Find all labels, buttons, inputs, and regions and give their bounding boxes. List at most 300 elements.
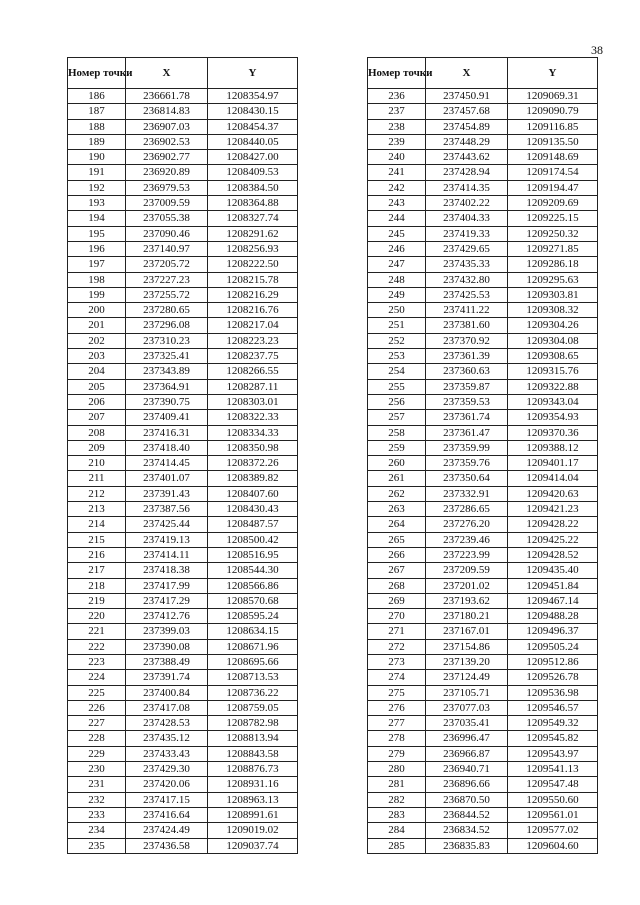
cell-x: 237418.40 [126, 440, 208, 455]
table-row [368, 241, 598, 256]
cell-y: 1209370.36 [508, 425, 598, 440]
cell-x: 237428.53 [126, 716, 208, 731]
cell-y: 1208430.15 [208, 104, 298, 119]
cell-x: 237416.64 [126, 807, 208, 822]
cell-y: 1208409.53 [208, 165, 298, 180]
cell-y: 1209401.17 [508, 456, 598, 471]
cell-point-number: 259 [368, 440, 426, 455]
cell-point-number: 196 [68, 241, 126, 256]
cell-y: 1209496.37 [508, 624, 598, 639]
cell-x: 237359.53 [426, 394, 508, 409]
cell-y: 1208216.76 [208, 303, 298, 318]
table-row [68, 716, 298, 731]
cell-point-number: 212 [68, 486, 126, 501]
cell-y: 1208671.96 [208, 639, 298, 654]
cell-x: 237296.08 [126, 318, 208, 333]
table-row [368, 89, 598, 104]
cell-y: 1209541.13 [508, 762, 598, 777]
cell-y: 1209488.28 [508, 609, 598, 624]
cell-y: 1209322.88 [508, 379, 598, 394]
cell-x: 237227.23 [126, 272, 208, 287]
cell-y: 1208427.00 [208, 150, 298, 165]
coordinates-table-right [367, 57, 598, 854]
cell-point-number: 198 [68, 272, 126, 287]
cell-x: 237416.31 [126, 425, 208, 440]
cell-x: 237450.91 [426, 89, 508, 104]
cell-x: 237105.71 [426, 685, 508, 700]
cell-x: 237180.21 [426, 609, 508, 624]
cell-x: 236835.83 [426, 838, 508, 853]
table-row [68, 746, 298, 761]
cell-y: 1208287.11 [208, 379, 298, 394]
cell-x: 236902.77 [126, 150, 208, 165]
table-row [368, 670, 598, 685]
cell-point-number: 238 [368, 119, 426, 134]
cell-y: 1209148.69 [508, 150, 598, 165]
cell-y: 1209037.74 [208, 838, 298, 853]
cell-x: 237411.22 [426, 303, 508, 318]
cell-point-number: 253 [368, 349, 426, 364]
cell-y: 1208736.22 [208, 685, 298, 700]
cell-x: 237419.33 [426, 226, 508, 241]
cell-x: 237418.38 [126, 563, 208, 578]
cell-y: 1208372.26 [208, 456, 298, 471]
table-row [68, 318, 298, 333]
cell-point-number: 220 [68, 609, 126, 624]
cell-x: 237435.12 [126, 731, 208, 746]
cell-y: 1209536.98 [508, 685, 598, 700]
cell-y: 1208407.60 [208, 486, 298, 501]
table-row [368, 731, 598, 746]
table-row [368, 303, 598, 318]
cell-x: 236834.52 [426, 823, 508, 838]
cell-point-number: 281 [368, 777, 426, 792]
table-row [68, 257, 298, 272]
cell-point-number: 197 [68, 257, 126, 272]
cell-point-number: 204 [68, 364, 126, 379]
table-row [68, 394, 298, 409]
table-row [368, 287, 598, 302]
cell-point-number: 245 [368, 226, 426, 241]
table-row [68, 532, 298, 547]
cell-x: 237402.22 [426, 196, 508, 211]
cell-x: 236661.78 [126, 89, 208, 104]
cell-point-number: 242 [368, 180, 426, 195]
table-row [68, 762, 298, 777]
cell-point-number: 237 [368, 104, 426, 119]
cell-point-number: 249 [368, 287, 426, 302]
table-row [68, 440, 298, 455]
cell-point-number: 217 [68, 563, 126, 578]
cell-y: 1208963.13 [208, 792, 298, 807]
table-row [68, 807, 298, 822]
cell-x: 237424.49 [126, 823, 208, 838]
table-row [68, 226, 298, 241]
cell-x: 237433.43 [126, 746, 208, 761]
table-row [368, 410, 598, 425]
table-row [368, 150, 598, 165]
cell-point-number: 270 [368, 609, 426, 624]
cell-point-number: 218 [68, 578, 126, 593]
cell-x: 237412.76 [126, 609, 208, 624]
cell-y: 1208843.58 [208, 746, 298, 761]
table-row [68, 486, 298, 501]
cell-x: 237399.03 [126, 624, 208, 639]
cell-x: 237414.11 [126, 547, 208, 562]
cell-x: 237417.08 [126, 700, 208, 715]
cell-y: 1208389.82 [208, 471, 298, 486]
table-row [68, 180, 298, 195]
cell-point-number: 274 [368, 670, 426, 685]
cell-y: 1209303.81 [508, 287, 598, 302]
table-row [68, 272, 298, 287]
cell-y: 1208876.73 [208, 762, 298, 777]
cell-point-number: 239 [368, 134, 426, 149]
cell-y: 1208430.43 [208, 502, 298, 517]
cell-point-number: 263 [368, 502, 426, 517]
column-header-x: X [126, 58, 208, 89]
cell-y: 1209174.54 [508, 165, 598, 180]
table-row [68, 471, 298, 486]
cell-point-number: 231 [68, 777, 126, 792]
cell-point-number: 214 [68, 517, 126, 532]
table-row [68, 119, 298, 134]
cell-x: 237435.33 [426, 257, 508, 272]
table-row [368, 226, 598, 241]
cell-y: 1208216.29 [208, 287, 298, 302]
table-row [368, 456, 598, 471]
table-row [368, 624, 598, 639]
cell-x: 237325.41 [126, 349, 208, 364]
cell-x: 237391.74 [126, 670, 208, 685]
table-row [368, 471, 598, 486]
cell-x: 237414.35 [426, 180, 508, 195]
table-row [68, 165, 298, 180]
table-row [68, 654, 298, 669]
cell-y: 1209428.52 [508, 547, 598, 562]
cell-y: 1208256.93 [208, 241, 298, 256]
cell-y: 1209194.47 [508, 180, 598, 195]
cell-point-number: 268 [368, 578, 426, 593]
table-row [68, 241, 298, 256]
cell-x: 237280.65 [126, 303, 208, 318]
cell-point-number: 189 [68, 134, 126, 149]
cell-point-number: 211 [68, 471, 126, 486]
cell-x: 237409.41 [126, 410, 208, 425]
cell-y: 1208782.98 [208, 716, 298, 731]
cell-point-number: 236 [368, 89, 426, 104]
table-row [368, 654, 598, 669]
cell-x: 237055.38 [126, 211, 208, 226]
cell-point-number: 213 [68, 502, 126, 517]
cell-y: 1209435.40 [508, 563, 598, 578]
cell-x: 236896.66 [426, 777, 508, 792]
cell-x: 236996.47 [426, 731, 508, 746]
cell-x: 237239.46 [426, 532, 508, 547]
cell-y: 1208595.24 [208, 609, 298, 624]
cell-x: 236920.89 [126, 165, 208, 180]
cell-point-number: 202 [68, 333, 126, 348]
cell-point-number: 191 [68, 165, 126, 180]
table-row [68, 639, 298, 654]
cell-x: 237425.53 [426, 287, 508, 302]
table-row [68, 104, 298, 119]
cell-x: 237205.72 [126, 257, 208, 272]
cell-x: 236966.87 [426, 746, 508, 761]
cell-y: 1209425.22 [508, 532, 598, 547]
table-row [368, 196, 598, 211]
cell-x: 237401.07 [126, 471, 208, 486]
table-row [368, 547, 598, 562]
table-row [68, 456, 298, 471]
cell-point-number: 225 [68, 685, 126, 700]
table-row [368, 777, 598, 792]
cell-x: 237360.63 [426, 364, 508, 379]
cell-point-number: 272 [368, 639, 426, 654]
cell-y: 1209308.65 [508, 349, 598, 364]
cell-y: 1209577.02 [508, 823, 598, 838]
cell-x: 237400.84 [126, 685, 208, 700]
cell-point-number: 266 [368, 547, 426, 562]
cell-x: 237035.41 [426, 716, 508, 731]
cell-x: 237255.72 [126, 287, 208, 302]
table-row [368, 104, 598, 119]
table-row [68, 777, 298, 792]
cell-point-number: 275 [368, 685, 426, 700]
cell-y: 1209250.32 [508, 226, 598, 241]
table-row [68, 823, 298, 838]
table-row [368, 746, 598, 761]
column-header-y: Y [508, 58, 598, 89]
table-row [68, 700, 298, 715]
cell-x: 237140.97 [126, 241, 208, 256]
cell-y: 1209550.60 [508, 792, 598, 807]
cell-y: 1208364.88 [208, 196, 298, 211]
table-row [368, 349, 598, 364]
cell-x: 237364.91 [126, 379, 208, 394]
cell-y: 1209505.24 [508, 639, 598, 654]
cell-x: 237370.92 [426, 333, 508, 348]
cell-x: 236979.53 [126, 180, 208, 195]
column-header-y: Y [208, 58, 298, 89]
cell-y: 1208454.37 [208, 119, 298, 134]
cell-point-number: 227 [68, 716, 126, 731]
cell-x: 237332.91 [426, 486, 508, 501]
cell-point-number: 203 [68, 349, 126, 364]
cell-x: 237361.74 [426, 410, 508, 425]
cell-x: 237361.39 [426, 349, 508, 364]
cell-x: 237404.33 [426, 211, 508, 226]
cell-x: 237432.80 [426, 272, 508, 287]
cell-y: 1209549.32 [508, 716, 598, 731]
cell-point-number: 278 [368, 731, 426, 746]
table-row [368, 425, 598, 440]
table-row [68, 150, 298, 165]
cell-y: 1209225.15 [508, 211, 598, 226]
cell-y: 1209543.97 [508, 746, 598, 761]
cell-point-number: 193 [68, 196, 126, 211]
table-row [68, 670, 298, 685]
table-row [368, 609, 598, 624]
cell-point-number: 232 [68, 792, 126, 807]
cell-x: 237425.44 [126, 517, 208, 532]
table-row [368, 272, 598, 287]
table-row [368, 180, 598, 195]
column-header-point-number: Номер точки [68, 58, 126, 89]
table-row [68, 333, 298, 348]
cell-y: 1209271.85 [508, 241, 598, 256]
cell-point-number: 199 [68, 287, 126, 302]
table-row [68, 502, 298, 517]
table-row [368, 364, 598, 379]
cell-x: 237350.64 [426, 471, 508, 486]
table-row [368, 134, 598, 149]
cell-y: 1209116.85 [508, 119, 598, 134]
cell-y: 1208931.16 [208, 777, 298, 792]
cell-point-number: 187 [68, 104, 126, 119]
cell-x: 237139.20 [426, 654, 508, 669]
cell-y: 1209069.31 [508, 89, 598, 104]
table-row [368, 823, 598, 838]
table-row [368, 716, 598, 731]
cell-y: 1208237.75 [208, 349, 298, 364]
cell-x: 237420.06 [126, 777, 208, 792]
cell-x: 237359.87 [426, 379, 508, 394]
cell-y: 1209561.01 [508, 807, 598, 822]
cell-x: 237359.99 [426, 440, 508, 455]
cell-x: 237454.89 [426, 119, 508, 134]
cell-y: 1208634.15 [208, 624, 298, 639]
table-row [368, 165, 598, 180]
cell-y: 1208354.97 [208, 89, 298, 104]
cell-point-number: 280 [368, 762, 426, 777]
cell-x: 237276.20 [426, 517, 508, 532]
cell-point-number: 279 [368, 746, 426, 761]
cell-point-number: 241 [368, 165, 426, 180]
cell-y: 1209343.04 [508, 394, 598, 409]
cell-x: 237448.29 [426, 134, 508, 149]
table-row [368, 211, 598, 226]
table-row [68, 410, 298, 425]
cell-y: 1209428.22 [508, 517, 598, 532]
table-row [68, 517, 298, 532]
cell-x: 237359.76 [426, 456, 508, 471]
cell-y: 1208695.66 [208, 654, 298, 669]
cell-y: 1208570.68 [208, 593, 298, 608]
cell-x: 237209.59 [426, 563, 508, 578]
table-row [68, 364, 298, 379]
cell-x: 237429.30 [126, 762, 208, 777]
cell-y: 1208334.33 [208, 425, 298, 440]
cell-y: 1209304.08 [508, 333, 598, 348]
table-row [368, 119, 598, 134]
cell-point-number: 285 [368, 838, 426, 853]
table-row [368, 486, 598, 501]
cell-point-number: 226 [68, 700, 126, 715]
table-row [368, 394, 598, 409]
table-row [68, 547, 298, 562]
table-row [368, 440, 598, 455]
table-row [68, 792, 298, 807]
cell-x: 237167.01 [426, 624, 508, 639]
table-row [68, 563, 298, 578]
cell-y: 1208384.50 [208, 180, 298, 195]
cell-point-number: 228 [68, 731, 126, 746]
cell-y: 1209388.12 [508, 440, 598, 455]
cell-point-number: 267 [368, 563, 426, 578]
cell-y: 1209451.84 [508, 578, 598, 593]
cell-y: 1209354.93 [508, 410, 598, 425]
table-row [368, 762, 598, 777]
cell-point-number: 209 [68, 440, 126, 455]
table-row [368, 593, 598, 608]
cell-x: 237154.86 [426, 639, 508, 654]
cell-x: 237429.65 [426, 241, 508, 256]
cell-point-number: 261 [368, 471, 426, 486]
cell-point-number: 257 [368, 410, 426, 425]
column-header-x: X [426, 58, 508, 89]
cell-y: 1209545.82 [508, 731, 598, 746]
table-row [68, 838, 298, 853]
cell-x: 237223.99 [426, 547, 508, 562]
cell-point-number: 234 [68, 823, 126, 838]
table-row [68, 379, 298, 394]
table-row [368, 807, 598, 822]
table-row [68, 593, 298, 608]
cell-y: 1209414.04 [508, 471, 598, 486]
cell-y: 1209604.60 [508, 838, 598, 853]
cell-x: 237391.43 [126, 486, 208, 501]
cell-point-number: 222 [68, 639, 126, 654]
cell-point-number: 273 [368, 654, 426, 669]
cell-y: 1208215.78 [208, 272, 298, 287]
cell-y: 1209019.02 [208, 823, 298, 838]
page-number: 38 [591, 43, 603, 57]
cell-point-number: 269 [368, 593, 426, 608]
cell-point-number: 284 [368, 823, 426, 838]
cell-point-number: 262 [368, 486, 426, 501]
cell-y: 1209512.86 [508, 654, 598, 669]
cell-y: 1208991.61 [208, 807, 298, 822]
cell-x: 237381.60 [426, 318, 508, 333]
cell-point-number: 250 [368, 303, 426, 318]
cell-y: 1209420.63 [508, 486, 598, 501]
cell-y: 1209467.14 [508, 593, 598, 608]
cell-point-number: 210 [68, 456, 126, 471]
table-row [68, 624, 298, 639]
coordinates-table-left [67, 57, 298, 854]
cell-x: 237009.59 [126, 196, 208, 211]
cell-point-number: 190 [68, 150, 126, 165]
cell-y: 1209209.69 [508, 196, 598, 211]
cell-y: 1208322.33 [208, 410, 298, 425]
cell-point-number: 219 [68, 593, 126, 608]
cell-y: 1209295.63 [508, 272, 598, 287]
cell-point-number: 216 [68, 547, 126, 562]
table-row [68, 731, 298, 746]
table-row [68, 196, 298, 211]
cell-y: 1208544.30 [208, 563, 298, 578]
cell-y: 1208566.86 [208, 578, 298, 593]
table-row [368, 257, 598, 272]
cell-x: 237124.49 [426, 670, 508, 685]
cell-y: 1208487.57 [208, 517, 298, 532]
cell-point-number: 243 [368, 196, 426, 211]
cell-point-number: 256 [368, 394, 426, 409]
cell-point-number: 207 [68, 410, 126, 425]
cell-x: 236870.50 [426, 792, 508, 807]
cell-x: 237310.23 [126, 333, 208, 348]
